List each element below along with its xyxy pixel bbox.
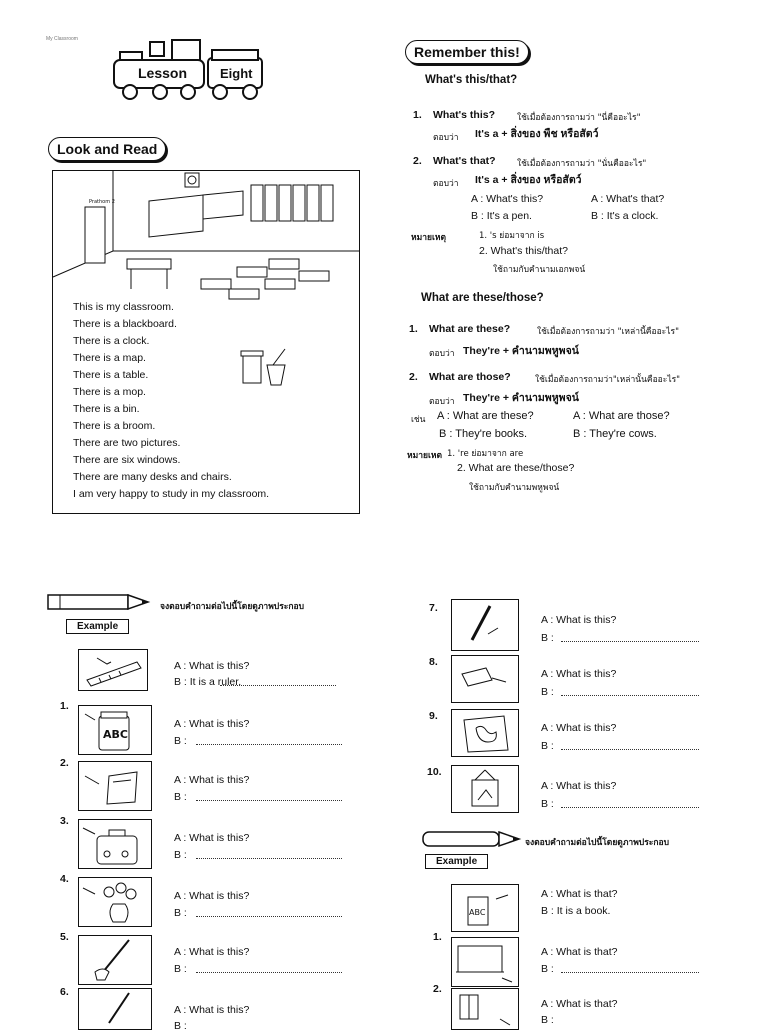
sentence: There are two pictures. bbox=[73, 437, 181, 449]
item-image-jar bbox=[78, 705, 152, 755]
answer-label: B : bbox=[174, 849, 187, 861]
answer-label: ตอบว่า bbox=[433, 133, 459, 143]
answer-label: B : bbox=[174, 907, 187, 919]
item-image-picture bbox=[451, 765, 519, 813]
answer-label: B : bbox=[174, 791, 187, 803]
item-number: 7. bbox=[429, 602, 438, 614]
answer-pattern: They're + คำนามพหูพจน์ bbox=[463, 392, 579, 404]
answer-line[interactable] bbox=[561, 749, 699, 750]
note-label: หมายเหต bbox=[407, 451, 442, 461]
question: What's this? bbox=[433, 109, 495, 121]
item-image-mop bbox=[78, 935, 152, 985]
item-image-window bbox=[451, 988, 519, 1030]
answer-line[interactable] bbox=[196, 916, 342, 917]
sentence: There are many desks and chairs. bbox=[73, 471, 232, 483]
question: A : What is that? bbox=[541, 998, 618, 1010]
item-number: 2. bbox=[60, 757, 69, 769]
item-image-bag bbox=[78, 819, 152, 869]
item-number: 1. bbox=[409, 323, 418, 335]
answer-line[interactable] bbox=[561, 972, 699, 973]
question: A : What is this? bbox=[541, 780, 617, 792]
item-image-blackboard bbox=[451, 937, 519, 987]
lesson-word: Lesson bbox=[138, 65, 188, 81]
thai-note: ใช้เมื่อต้องการถามว่า "เหล่านี้คืออะไร" bbox=[537, 327, 679, 337]
answer-label: ตอบว่า bbox=[429, 397, 455, 407]
question: A : What is this? bbox=[541, 668, 617, 680]
sentence: There is a bin. bbox=[73, 403, 140, 415]
question: A : What is this? bbox=[174, 718, 250, 730]
sentence: There are six windows. bbox=[73, 454, 181, 466]
question: What's that? bbox=[433, 155, 496, 167]
pencil-icon bbox=[419, 828, 523, 850]
item-image-map bbox=[451, 709, 519, 757]
item-image-broom bbox=[78, 988, 152, 1030]
note-label: หมายเหตุ bbox=[411, 233, 446, 243]
note: ใช้ถามกับคำนามพหูพจน์ bbox=[469, 483, 560, 493]
classroom-illustration bbox=[52, 170, 360, 514]
answer-label: ตอบว่า bbox=[433, 179, 459, 189]
note: 1. 's ย่อมาจาก is bbox=[479, 231, 545, 241]
header-scrap: My Classroom bbox=[46, 36, 78, 42]
answer-label: B : bbox=[174, 963, 187, 975]
question: A : What is this? bbox=[174, 946, 250, 958]
item-image-eraser bbox=[451, 655, 519, 703]
item-number: 6. bbox=[60, 986, 69, 998]
example-a: A : What's this? bbox=[471, 193, 544, 205]
question: A : What is this? bbox=[541, 614, 617, 626]
example-answer: B : It is a book. bbox=[541, 905, 611, 917]
question: What are those? bbox=[429, 371, 511, 383]
example-b: B : They're cows. bbox=[573, 428, 657, 440]
note: 2. What are these/those? bbox=[457, 462, 575, 474]
example-b: B : It's a clock. bbox=[591, 210, 659, 222]
svg-text:ABC: ABC bbox=[103, 728, 128, 741]
sentence: There is a map. bbox=[73, 352, 146, 364]
pencil-icon bbox=[44, 591, 154, 613]
item-number: 8. bbox=[429, 656, 438, 668]
example-ribbon: Example bbox=[66, 619, 129, 634]
section-heading: What's this/that? bbox=[425, 74, 518, 86]
classroom-drawing bbox=[53, 171, 359, 301]
thai-note: ใช้เมื่อต้องการถามว่า "นั่นคืออะไร" bbox=[517, 159, 647, 169]
item-number: 4. bbox=[60, 873, 69, 885]
answer-line[interactable] bbox=[561, 695, 699, 696]
item-image-pencil bbox=[451, 599, 519, 651]
answer-label: B : bbox=[541, 686, 554, 698]
remember-heading: Remember this! bbox=[405, 40, 529, 64]
item-number: 5. bbox=[60, 931, 69, 943]
answer-label: B : bbox=[174, 735, 187, 747]
answer-label: B : bbox=[541, 963, 554, 975]
item-number: 1. bbox=[60, 700, 69, 712]
thai-note: ใช้เมื่อต้องการถามว่า"เหล่านั้นคืออะไร" bbox=[535, 375, 681, 385]
question: A : What is this? bbox=[174, 1004, 250, 1016]
sentence: I am very happy to study in my classroom. bbox=[73, 488, 270, 500]
item-number: 1. bbox=[413, 109, 422, 121]
answer-label: B : bbox=[541, 798, 554, 810]
sentence: There is a mop. bbox=[73, 386, 146, 398]
question: A : What is this? bbox=[541, 722, 617, 734]
note: ใช้ถามกับคำนามเอกพจน์ bbox=[493, 265, 586, 275]
svg-text:ABC: ABC bbox=[469, 908, 486, 917]
answer-line[interactable] bbox=[196, 858, 342, 859]
example-a: A : What's that? bbox=[591, 193, 665, 205]
answer-line[interactable] bbox=[561, 641, 699, 642]
question: A : What is that? bbox=[541, 946, 618, 958]
thai-note: ใช้เมื่อต้องการถามว่า "นี่คืออะไร" bbox=[517, 113, 641, 123]
answer-label: B : bbox=[174, 1020, 187, 1032]
exercise-page-right bbox=[395, 575, 735, 1024]
question: What are these? bbox=[429, 323, 511, 335]
item-number: 2. bbox=[433, 983, 442, 995]
sentence: There is a broom. bbox=[73, 420, 156, 432]
example-a: A : What are those? bbox=[573, 410, 670, 422]
sentence: This is my classroom. bbox=[73, 301, 174, 313]
item-number: 3. bbox=[60, 815, 69, 827]
answer-label: B : bbox=[541, 1014, 554, 1026]
example-b: B : It's a pen. bbox=[471, 210, 532, 222]
door-sign: Prathom 2 bbox=[89, 199, 115, 205]
note: 2. What's this/that? bbox=[479, 245, 568, 257]
example-image bbox=[78, 649, 148, 691]
question: A : What is this? bbox=[174, 832, 250, 844]
question: A : What is this? bbox=[174, 890, 250, 902]
sentence: There is a clock. bbox=[73, 335, 150, 347]
look-read-heading: Look and Read bbox=[48, 137, 166, 161]
instruction: จงตอบคำถามต่อไปนี้โดยดูภาพประกอบ bbox=[525, 838, 669, 848]
sentence-list bbox=[73, 299, 269, 503]
sentence: There is a blackboard. bbox=[73, 318, 177, 330]
note: 1. 're ย่อมาจาก are bbox=[447, 449, 524, 459]
answer-line[interactable] bbox=[196, 972, 342, 973]
item-image-vase bbox=[78, 877, 152, 927]
example-question: A : What is that? bbox=[541, 888, 618, 900]
example-a: A : What are these? bbox=[437, 410, 534, 422]
answer-line[interactable] bbox=[196, 744, 342, 745]
example-image-book bbox=[451, 884, 519, 932]
lesson-number: Eight bbox=[220, 66, 253, 81]
example-question: A : What is this? bbox=[174, 660, 250, 672]
item-number: 9. bbox=[429, 710, 438, 722]
answer-label: ตอบว่า bbox=[429, 349, 455, 359]
lesson-page bbox=[44, 30, 369, 530]
item-number: 10. bbox=[427, 766, 442, 778]
answer-label: B : bbox=[541, 740, 554, 752]
instruction: จงตอบคำถามต่อไปนี้โดยดูภาพประกอบ bbox=[160, 602, 304, 612]
question: A : What is this? bbox=[174, 774, 250, 786]
answer-pattern: It's a + สิ่งของ พืช หรือสัตว์ bbox=[475, 128, 599, 140]
sentence: There is a table. bbox=[73, 369, 149, 381]
item-number: 2. bbox=[413, 155, 422, 167]
answer-pattern: They're + คำนามพหูพจน์ bbox=[463, 345, 579, 357]
example-answer: B : It is a ruler. bbox=[174, 676, 242, 688]
exercise-page-left bbox=[30, 575, 370, 1032]
answer-label: B : bbox=[541, 632, 554, 644]
example-ribbon: Example bbox=[425, 854, 488, 869]
answer-line[interactable] bbox=[196, 800, 342, 801]
example-b: B : They're books. bbox=[439, 428, 528, 440]
example-label: เช่น bbox=[411, 415, 426, 425]
item-number: 2. bbox=[409, 371, 418, 383]
answer-pattern: It's a + สิ่งของ หรือสัตว์ bbox=[475, 174, 582, 186]
answer-line bbox=[220, 685, 336, 686]
answer-line[interactable] bbox=[561, 807, 699, 808]
section-heading: What are these/those? bbox=[421, 292, 544, 304]
grammar-page bbox=[395, 28, 730, 530]
item-number: 1. bbox=[433, 931, 442, 943]
item-image-notebook bbox=[78, 761, 152, 811]
